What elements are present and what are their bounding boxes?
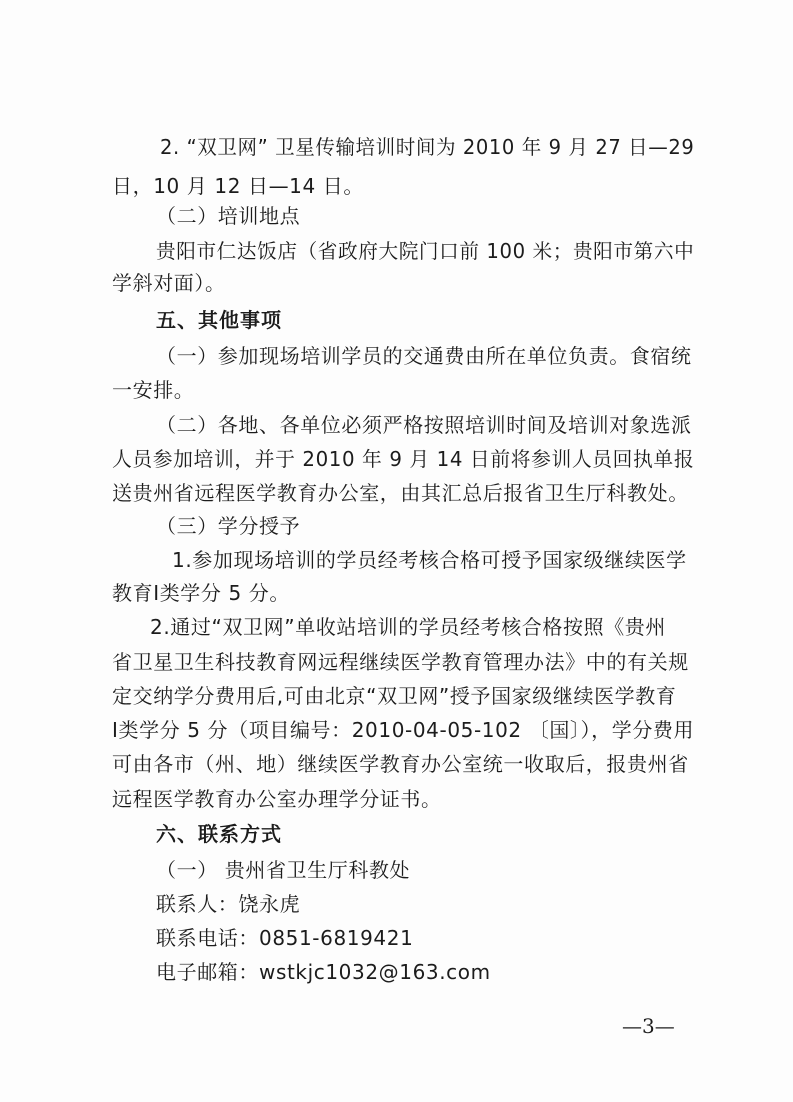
text-line: 日，10 月 12 日—14 日。 <box>112 174 364 198</box>
subheading: （三）学分授予 <box>156 514 301 538</box>
text-line: 送贵州省远程医学教育办公室，由其汇总后报省卫生厅科教处。 <box>112 481 689 505</box>
text-line: 可由各市（州、地）继续医学教育办公室统一收取后，报贵州省 <box>112 752 689 776</box>
page-number: —3— <box>622 1014 675 1038</box>
subheading: （二）培训地点 <box>156 204 301 228</box>
text-line: 定交纳学分费用后,可由北京“双卫网”授予国家级继续医学教育 <box>112 684 677 708</box>
text-line: （一） 贵州省卫生厅科教处 <box>156 858 411 882</box>
contact-person: 联系人：饶永虎 <box>156 892 301 916</box>
text-line: 贵阳市仁达饭店（省政府大院门口前 100 米；贵阳市第六中 <box>156 239 695 263</box>
text-line: （一）参加现场培训学员的交通费由所在单位负责。食宿统 <box>156 344 692 368</box>
text-line: Ⅰ类学分 5 分（项目编号：2010-04-05-102 〔国〕），学分费用 <box>112 718 695 742</box>
text-line: （二）各地、各单位必须严格按照培训时间及培训对象选派 <box>156 413 692 437</box>
section-heading: 五、其他事项 <box>156 308 282 332</box>
contact-phone: 联系电话：0851-6819421 <box>156 926 414 950</box>
text-line: 1.参加现场培训的学员经考核合格可授予国家级继续医学 <box>172 548 687 572</box>
contact-email: 电子邮箱：wstkjc1032@163.com <box>156 960 491 984</box>
text-line: 省卫星卫生科技教育网远程继续医学教育管理办法》中的有关规 <box>112 650 689 674</box>
text-line: 教育Ⅰ类学分 5 分。 <box>112 581 290 605</box>
text-line: 人员参加培训，并于 2010 年 9 月 14 日前将参训人员回执单报 <box>112 447 695 471</box>
text-line: 一安排。 <box>112 378 195 402</box>
text-line: 远程医学教育办公室办理学分证书。 <box>112 787 442 811</box>
text-line: 学斜对面）。 <box>112 271 226 295</box>
text-line: 2. “双卫网” 卫星传输培训时间为 2010 年 9 月 27 日—29 <box>160 135 695 159</box>
section-heading: 六、联系方式 <box>156 822 282 846</box>
text-line: 2.通过“双卫网”单收站培训的学员经考核合格按照《贵州 <box>150 615 667 639</box>
